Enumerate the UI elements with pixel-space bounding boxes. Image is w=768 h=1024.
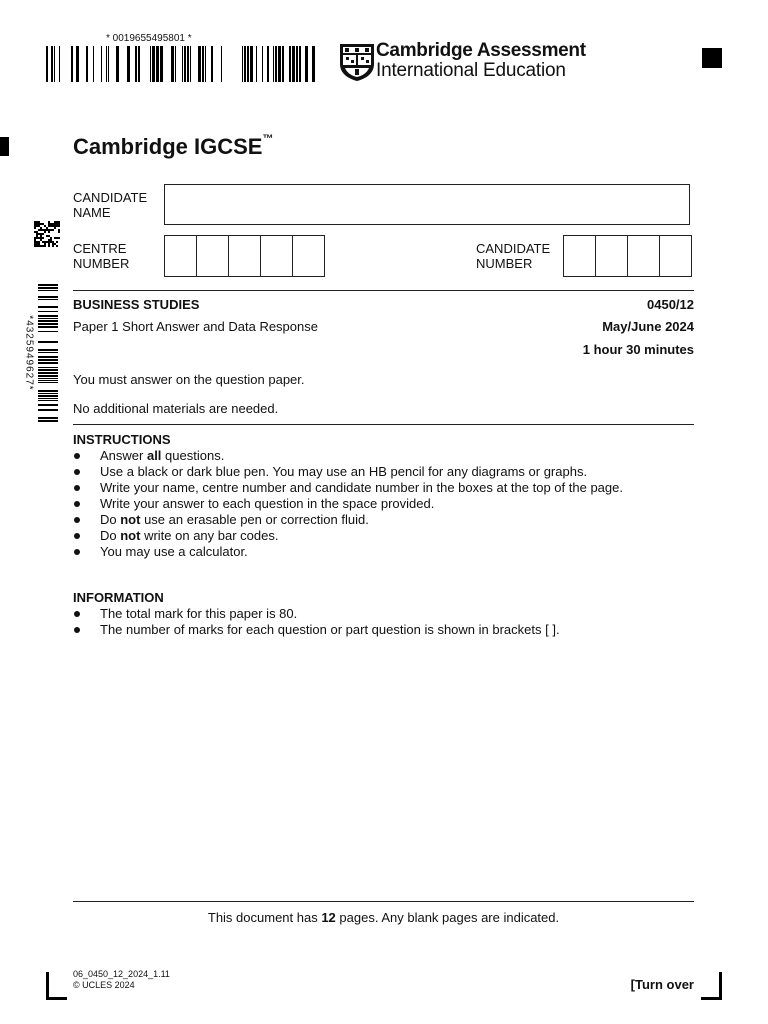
qr-code [34,221,60,247]
centre-number-boxes [164,235,324,277]
centre-number-digit-box[interactable] [196,235,229,277]
side-barcode [38,284,58,422]
instructions-heading: INSTRUCTIONS [73,432,171,447]
candidate-number-boxes [563,235,691,277]
instructions-list [73,448,694,560]
logo-title: Cambridge Assessment [376,40,586,61]
centre-number-digit-box[interactable] [228,235,261,277]
candidate-name-field[interactable] [164,184,690,225]
list-item: Do not write on any bar codes. [73,528,694,544]
centre-number-digit-box[interactable] [164,235,197,277]
candidate-name-label: CANDIDATE NAME [73,190,148,220]
information-heading: INFORMATION [73,590,164,605]
trademark-symbol: ™ [262,132,274,145]
information-list [73,606,694,638]
registration-mark [702,48,722,68]
paper-name: Paper 1 Short Answer and Data Response [73,319,318,334]
crop-mark-bottom-left [46,972,67,1000]
answer-note: You must answer on the question paper. [73,372,305,387]
list-item: Use a black or dark blue pen. You may use an HB pencil for any diagrams or graphs. [73,464,694,480]
list-item: Write your answer to each question in the space provided. [73,496,694,512]
candidate-number-label: CANDIDATE NUMBER [476,241,551,271]
candidate-number-digit-box[interactable] [627,235,660,277]
divider [73,901,694,902]
top-barcode [46,46,318,82]
candidate-number-digit-box[interactable] [563,235,596,277]
page-title: Cambridge IGCSE™ [73,132,274,159]
barcode-number: * 0019655495801 * [106,33,192,44]
divider [73,290,694,291]
list-item: Answer all questions. [73,448,694,464]
exam-session: May/June 2024 [602,319,694,334]
page-count-note: This document has 12 pages. Any blank pages are indicated. [207,910,560,925]
subject-name: BUSINESS STUDIES [73,297,200,312]
centre-number-digit-box[interactable] [292,235,325,277]
list-item: Do not use an erasable pen or correction fluid. [73,512,694,528]
copyright: © UCLES 2024 [73,980,135,990]
divider [73,424,694,425]
candidate-number-digit-box[interactable] [659,235,692,277]
document-code: 06_0450_12_2024_1.11 [73,969,170,979]
list-item: Write your name, centre number and candidate number in the boxes at the top of the page. [73,480,694,496]
cambridge-shield-logo-icon [337,42,377,82]
list-item: You may use a calculator. [73,544,694,560]
turn-over: [Turn over [630,977,694,992]
registration-mark-left [0,137,9,156]
list-item: The number of marks for each question or part question is shown in brackets [ ]. [73,622,694,638]
logo-subtitle: International Education [376,60,566,81]
materials-note: No additional materials are needed. [73,401,279,416]
paper-code: 0450/12 [647,297,694,312]
candidate-number-digit-box[interactable] [595,235,628,277]
crop-mark-bottom-right [701,972,722,1000]
centre-number-label: CENTRE NUMBER [73,241,130,271]
centre-number-digit-box[interactable] [260,235,293,277]
side-barcode-number: *4325949627* [23,315,35,391]
list-item: The total mark for this paper is 80. [73,606,694,622]
exam-duration: 1 hour 30 minutes [582,342,694,357]
